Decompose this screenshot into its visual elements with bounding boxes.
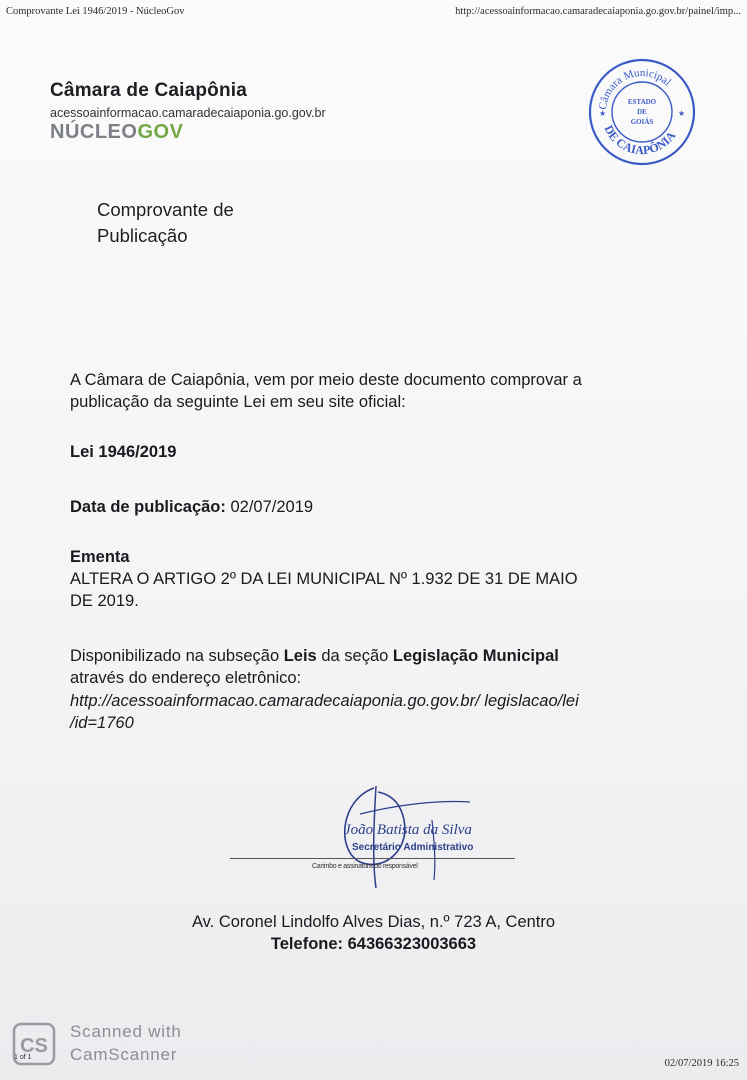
camscanner-logo-text: CS	[20, 1035, 48, 1057]
seal-center-line2: DE	[637, 108, 647, 116]
availability-paragraph	[70, 645, 630, 689]
seal-star-left-icon: ★	[599, 109, 607, 118]
law-url-line-1: http://acessoainformacao.camaradecaiaponia.go.gov.br/ legislacao/lei	[70, 692, 579, 710]
seal-top-text: Câmara Municipal	[596, 66, 674, 111]
phone: Telefone: 64366323003663	[270, 935, 477, 953]
logo-part-nucleo: NÚCLEO	[50, 121, 138, 143]
avail-section: Legislação Municipal	[392, 647, 559, 665]
signer-role: Secretário Administrativo	[352, 842, 474, 853]
signature-caption: Carimbo e assinatura do responsável	[312, 863, 418, 870]
seal-center-line1: ESTADO	[627, 98, 657, 106]
address: Av. Coronel Lindolfo Alves Dias, n.º 723 A, Centro	[191, 913, 556, 931]
scanner-watermark-line-2: CamScanner	[70, 1045, 178, 1064]
scanner-watermark-line-1: Scanned with	[70, 1022, 182, 1041]
org-name: Câmara de Caiapônia	[50, 80, 248, 101]
avail-mid: da seção	[316, 647, 393, 665]
availability-line-2: através do endereço eletrônico:	[70, 669, 302, 687]
availability-line-1	[70, 645, 630, 667]
intro-line-1: A Câmara de Caiapônia, vem por meio deste documento comprovar a	[70, 371, 582, 389]
avail-leis: Leis	[283, 647, 317, 665]
nucleogov-logo	[50, 121, 326, 144]
law-number: Lei 1946/2019	[70, 443, 177, 461]
logo-part-gov: GOV	[137, 121, 184, 143]
official-seal-stamp	[586, 56, 698, 168]
avail-pre: Disponibilizado na subseção	[70, 647, 284, 665]
intro-line-2: publicação da seguinte Lei em seu site oficial:	[70, 393, 406, 411]
page-number: 1 of 1	[14, 1054, 32, 1061]
seal-center-line3: GOIÁS	[630, 118, 654, 126]
date-label: Data de publicação:	[70, 498, 226, 516]
law-url	[70, 690, 610, 734]
ementa-line-2: DE 2019.	[70, 592, 139, 610]
print-header-url: http://acessoainformacao.camaradecaiaponia.go.gov.br/painel/imp...	[455, 6, 741, 17]
seal-bottom-text: DE CAIAPÔNIA	[601, 122, 679, 158]
law-url-line-2: /id=1760	[70, 714, 134, 732]
publication-date	[70, 496, 630, 518]
ementa-line-1: ALTERA O ARTIGO 2º DA LEI MUNICIPAL Nº 1.932 DE 31 DE MAIO	[70, 570, 578, 588]
intro-paragraph	[70, 369, 630, 413]
signature-line	[230, 858, 515, 859]
signer-name: João Batista da Silva	[344, 822, 472, 838]
print-timestamp: 02/07/2019 16:25	[664, 1058, 739, 1069]
org-header	[50, 80, 326, 144]
title-line-2: Publicação	[97, 225, 188, 246]
title-line-1: Comprovante de	[97, 199, 234, 220]
date-value: 02/07/2019	[230, 498, 314, 516]
ementa-label: Ementa	[70, 548, 130, 566]
org-site: acessoainformacao.camaradecaiaponia.go.gov.br	[50, 106, 326, 120]
ementa-section	[70, 546, 630, 612]
seal-star-right-icon: ★	[678, 109, 686, 118]
document-title	[97, 197, 234, 249]
print-header-title: Comprovante Lei 1946/2019 - NúcleoGov	[6, 6, 185, 17]
